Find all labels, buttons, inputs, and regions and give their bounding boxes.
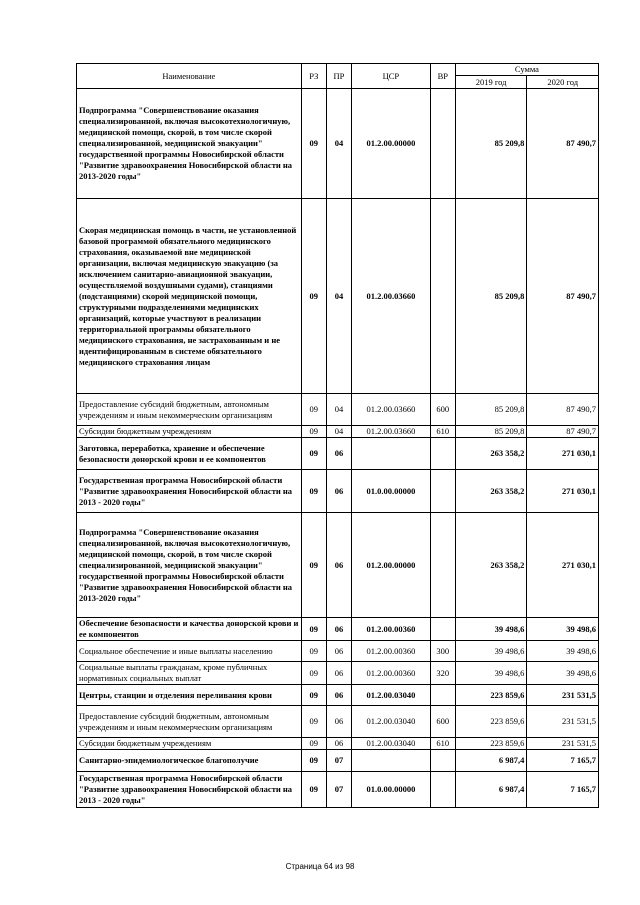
- header-2020: 2020 год: [527, 76, 599, 89]
- row-rz: 09: [301, 685, 326, 706]
- row-vr: [430, 470, 455, 513]
- row-vr: 610: [430, 426, 455, 438]
- table-row: [77, 426, 599, 438]
- row-csr: 01.2.00.03660: [352, 426, 431, 438]
- row-vr: [430, 89, 455, 199]
- row-name: Обеспечение безопасности и качества донорской крови и ее компонентов: [77, 618, 302, 641]
- page-footer: Страница 64 из 98: [285, 862, 355, 871]
- row-value-2019: 263 358,2: [455, 438, 527, 470]
- table-row: [77, 772, 599, 808]
- table-row: [77, 706, 599, 738]
- row-rz: 09: [301, 89, 326, 199]
- table-body: [77, 89, 599, 808]
- row-value-2019: 223 859,6: [455, 738, 527, 750]
- row-value-2019: 39 498,6: [455, 618, 527, 641]
- table-row: [77, 199, 599, 394]
- table-row: [77, 641, 599, 662]
- row-value-2020: 87 490,7: [527, 426, 599, 438]
- row-csr: 01.2.00.03660: [352, 199, 431, 394]
- row-vr: [430, 513, 455, 618]
- row-rz: 09: [301, 662, 326, 685]
- row-value-2020: 231 531,5: [527, 706, 599, 738]
- row-csr: 01.2.00.03040: [352, 706, 431, 738]
- row-name: Социальные выплаты гражданам, кроме публичных нормативных социальных выплат: [77, 662, 302, 685]
- row-pr: 07: [326, 750, 351, 772]
- row-value-2019: 85 209,8: [455, 426, 527, 438]
- row-rz: 09: [301, 426, 326, 438]
- row-value-2019: 85 209,8: [455, 199, 527, 394]
- row-name: Государственная программа Новосибирской области "Развитие здравоохранения Новосибирской области на 2013 - 2020 годы": [77, 470, 302, 513]
- row-name: Предоставление субсидий бюджетным, автономным учреждениям и иным некоммерческим организациям: [77, 706, 302, 738]
- row-rz: 09: [301, 438, 326, 470]
- row-value-2020: 7 165,7: [527, 750, 599, 772]
- row-vr: [430, 772, 455, 808]
- row-csr: [352, 750, 431, 772]
- row-name: Подпрограмма "Совершенствование оказания специализированной, включая высокотехнологичную, медицинской помощи, скорой, в том числе скорой специализированной, медицинской эвакуации" государственной программы Новосибирской области "Развитие здравоохранения Новосибирской области на 2013-2020 годы": [77, 89, 302, 199]
- row-value-2019: 223 859,6: [455, 706, 527, 738]
- row-value-2019: 39 498,6: [455, 641, 527, 662]
- table-row: [77, 394, 599, 426]
- row-name: Предоставление субсидий бюджетным, автономным учреждениям и иным некоммерческим организациям: [77, 394, 302, 426]
- header-sum: Сумма: [455, 64, 598, 76]
- row-pr: 06: [326, 662, 351, 685]
- row-pr: 06: [326, 685, 351, 706]
- row-vr: 610: [430, 738, 455, 750]
- header-pr: ПР: [326, 64, 351, 89]
- row-vr: 320: [430, 662, 455, 685]
- row-vr: [430, 750, 455, 772]
- row-rz: 09: [301, 750, 326, 772]
- table-row: [77, 438, 599, 470]
- header-rz: РЗ: [301, 64, 326, 89]
- row-pr: 06: [326, 706, 351, 738]
- row-value-2020: 231 531,5: [527, 685, 599, 706]
- row-name: Субсидии бюджетным учреждениям: [77, 738, 302, 750]
- row-value-2020: 87 490,7: [527, 89, 599, 199]
- table-row: [77, 738, 599, 750]
- table-row: [77, 89, 599, 199]
- table-row: [77, 685, 599, 706]
- row-pr: 06: [326, 618, 351, 641]
- row-vr: 600: [430, 394, 455, 426]
- table-row: [77, 470, 599, 513]
- row-pr: 04: [326, 426, 351, 438]
- table-row: [77, 662, 599, 685]
- row-vr: [430, 685, 455, 706]
- row-value-2019: 263 358,2: [455, 470, 527, 513]
- row-value-2020: 39 498,6: [527, 641, 599, 662]
- row-name: Скорая медицинская помощь в части, не установленной базовой программой обязательного медицинского страхования, оказываемой вне медицинской организации, включая медицинскую эвакуацию (за исключением санитарно-авиационной эвакуации, осуществляемой воздушными судами), станциями (подстанциями) скорой медицинской помощи, структурными подразделениями медицинских организаций, которые участвуют в реализации территориальной программы обязательного медицинского страхования, не застрахованным и не идентифицированным в системе обязательного медицинского страхования лицам: [77, 199, 302, 394]
- row-value-2020: 271 030,1: [527, 513, 599, 618]
- row-rz: 09: [301, 470, 326, 513]
- row-pr: 04: [326, 199, 351, 394]
- row-csr: 01.0.00.00000: [352, 772, 431, 808]
- row-csr: 01.2.00.00000: [352, 513, 431, 618]
- row-name: Заготовка, переработка, хранение и обеспечение безопасности донорской крови и ее компонентов: [77, 438, 302, 470]
- row-value-2020: 39 498,6: [527, 662, 599, 685]
- row-csr: [352, 438, 431, 470]
- row-pr: 06: [326, 641, 351, 662]
- row-name: Санитарно-эпидемиологическое благополучие: [77, 750, 302, 772]
- row-value-2019: 39 498,6: [455, 662, 527, 685]
- row-rz: 09: [301, 199, 326, 394]
- header-2019: 2019 год: [455, 76, 527, 89]
- row-csr: 01.2.00.00360: [352, 662, 431, 685]
- row-csr: 01.2.00.00360: [352, 641, 431, 662]
- row-rz: 09: [301, 738, 326, 750]
- row-name: Субсидии бюджетным учреждениям: [77, 426, 302, 438]
- row-vr: [430, 618, 455, 641]
- row-rz: 09: [301, 641, 326, 662]
- row-rz: 09: [301, 706, 326, 738]
- table-row: [77, 513, 599, 618]
- row-rz: 09: [301, 394, 326, 426]
- row-pr: 06: [326, 738, 351, 750]
- header-name: Наименование: [77, 64, 302, 89]
- row-vr: [430, 438, 455, 470]
- row-value-2020: 231 531,5: [527, 738, 599, 750]
- row-pr: 04: [326, 394, 351, 426]
- row-vr: [430, 199, 455, 394]
- table-row: [77, 618, 599, 641]
- budget-table: [76, 63, 599, 808]
- row-csr: 01.0.00.00000: [352, 470, 431, 513]
- row-pr: 04: [326, 89, 351, 199]
- row-rz: 09: [301, 772, 326, 808]
- row-csr: 01.2.00.03660: [352, 394, 431, 426]
- row-value-2019: 6 987,4: [455, 772, 527, 808]
- header-vr: ВР: [430, 64, 455, 89]
- row-csr: 01.2.00.00360: [352, 618, 431, 641]
- row-value-2020: 271 030,1: [527, 438, 599, 470]
- row-value-2019: 263 358,2: [455, 513, 527, 618]
- row-value-2019: 85 209,8: [455, 89, 527, 199]
- row-pr: 07: [326, 772, 351, 808]
- table-row: [77, 750, 599, 772]
- row-csr: 01.2.00.00000: [352, 89, 431, 199]
- header-csr: ЦСР: [352, 64, 431, 89]
- row-value-2019: 6 987,4: [455, 750, 527, 772]
- row-rz: 09: [301, 618, 326, 641]
- row-name: Центры, станции и отделения переливания крови: [77, 685, 302, 706]
- row-pr: 06: [326, 438, 351, 470]
- row-rz: 09: [301, 513, 326, 618]
- row-value-2020: 39 498,6: [527, 618, 599, 641]
- row-value-2019: 85 209,8: [455, 394, 527, 426]
- row-pr: 06: [326, 470, 351, 513]
- row-name: Социальное обеспечение и иные выплаты населению: [77, 641, 302, 662]
- row-name: Государственная программа Новосибирской области "Развитие здравоохранения Новосибирской области на 2013 - 2020 годы": [77, 772, 302, 808]
- row-csr: 01.2.00.03040: [352, 738, 431, 750]
- row-vr: 600: [430, 706, 455, 738]
- row-value-2020: 271 030,1: [527, 470, 599, 513]
- row-csr: 01.2.00.03040: [352, 685, 431, 706]
- row-value-2019: 223 859,6: [455, 685, 527, 706]
- row-pr: 06: [326, 513, 351, 618]
- row-name: Подпрограмма "Совершенствование оказания специализированной, включая высокотехнологичную, медицинской помощи, скорой, в том числе скорой специализированной, медицинской эвакуации" государственной программы Новосибирской области "Развитие здравоохранения Новосибирской области на 2013-2020 годы": [77, 513, 302, 618]
- row-value-2020: 7 165,7: [527, 772, 599, 808]
- row-vr: 300: [430, 641, 455, 662]
- row-value-2020: 87 490,7: [527, 394, 599, 426]
- row-value-2020: 87 490,7: [527, 199, 599, 394]
